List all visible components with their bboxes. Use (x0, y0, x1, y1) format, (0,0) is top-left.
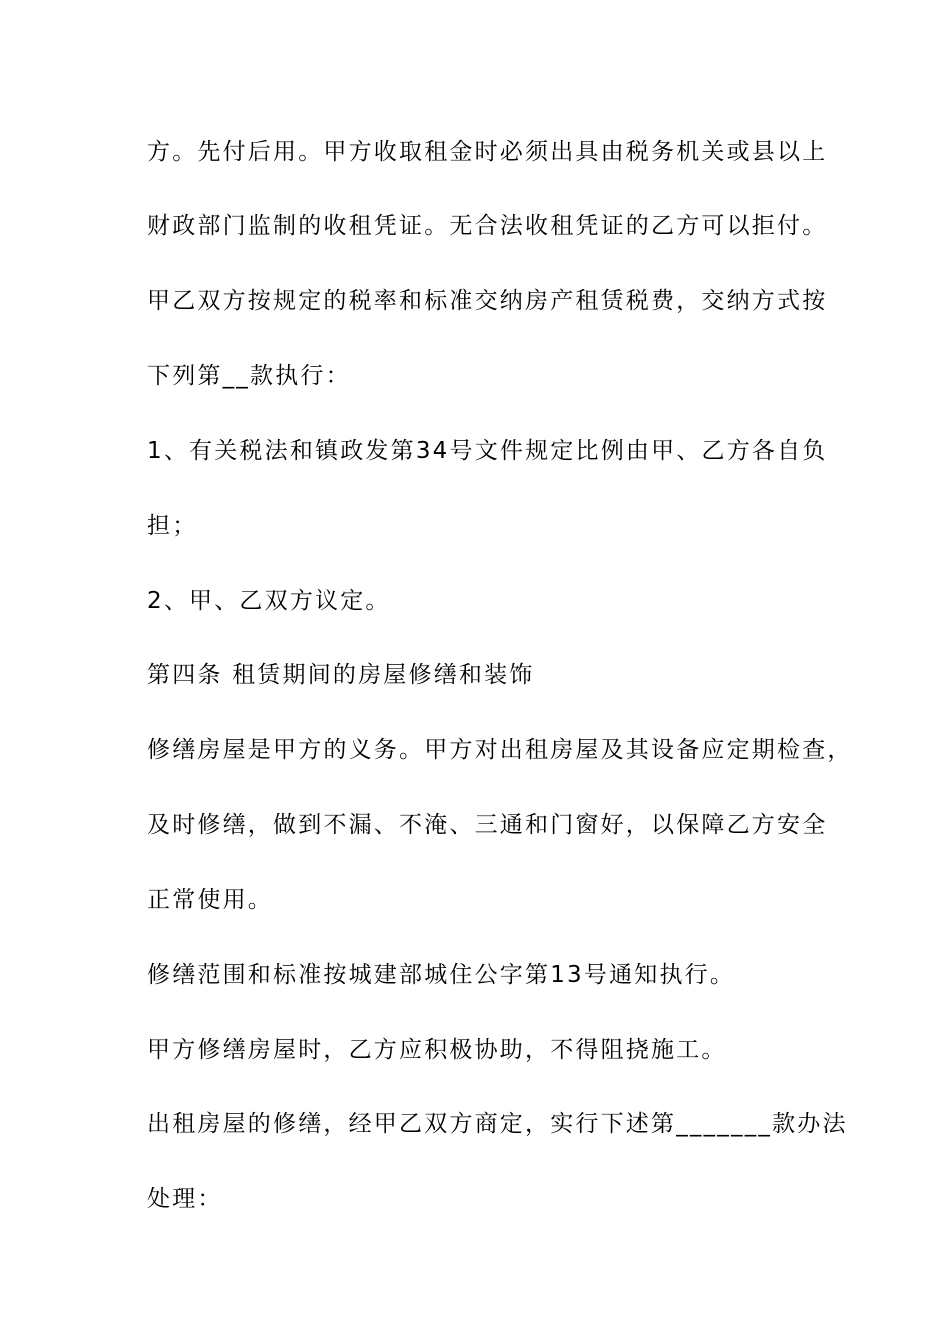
section-heading: 第四条 租赁期间的房屋修缮和装饰 (147, 662, 535, 688)
paragraph-line: 出租房屋的修缮，经甲乙双方商定，实行下述第_______款办法 (147, 1111, 848, 1137)
paragraph-line: 2、甲、乙双方议定。 (147, 588, 391, 614)
paragraph-line: 修缮范围和标准按城建部城住公字第13号通知执行。 (147, 962, 736, 988)
paragraph-line: 甲方修缮房屋时，乙方应积极协助，不得阻挠施工。 (147, 1037, 727, 1063)
paragraph-line: 方。先付后用。甲方收取租金时必须出具由税务机关或县以上 (147, 139, 828, 165)
paragraph-line: 下列第__款执行： (147, 363, 351, 389)
paragraph-line: 1、有关税法和镇政发第34号文件规定比例由甲、乙方各自负 (147, 438, 828, 464)
paragraph-line: 处理： (147, 1186, 223, 1212)
paragraph-line: 修缮房屋是甲方的义务。甲方对出租房屋及其设备应定期检查， (147, 737, 853, 763)
paragraph-line: 甲乙双方按规定的税率和标准交纳房产租赁税费，交纳方式按 (147, 288, 828, 314)
paragraph-line: 及时修缮，做到不漏、不淹、三通和门窗好，以保障乙方安全 (147, 812, 828, 838)
paragraph-line: 担； (147, 513, 198, 539)
paragraph-line: 正常使用。 (147, 887, 273, 913)
paragraph-line: 财政部门监制的收租凭证。无合法收租凭证的乙方可以拒付。 (147, 213, 828, 239)
